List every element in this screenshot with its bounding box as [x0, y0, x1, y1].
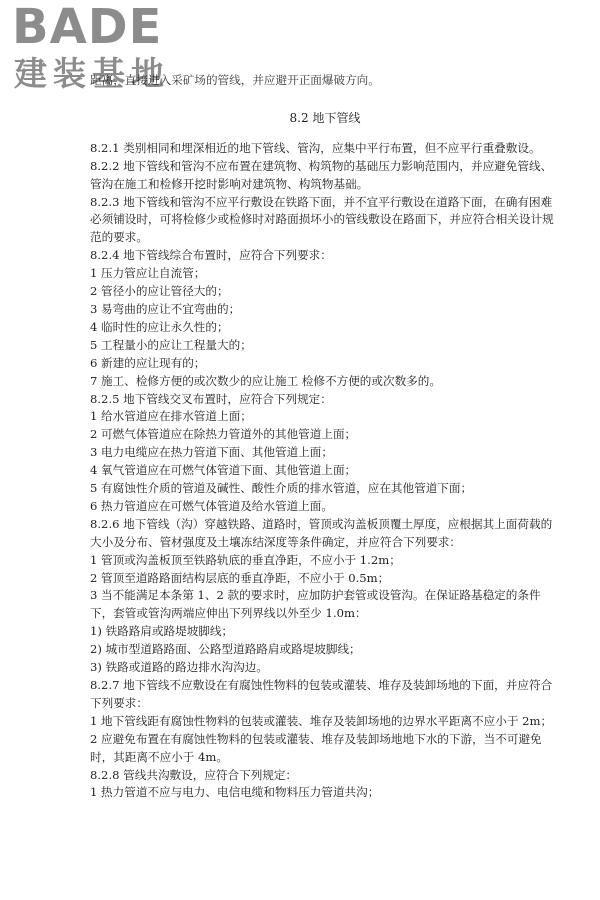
paragraph: 8.2.2 地下管线和管沟不应布置在建筑物、构筑物的基础压力影响范围内，并应避免管线、管沟在施工和检修开挖时影响对建筑物、构筑物基础。 — [90, 158, 553, 191]
paragraph: 1 热力管道不应与电力、电信电缆和物料压力管道共沟； — [90, 785, 380, 800]
paragraph: 8.2.3 地下管线和管沟不应平行敷设在铁路下面，并不宜平行敷设在道路下面，在确有困难必须铺设时，可将检修少或检修时对路面损坏小的管线敷设在路面下，并应符合相关设计规范的要求。 — [90, 194, 554, 245]
paragraph: 4 临时性的应让永久性的； — [90, 319, 229, 334]
paragraph: 2 应避免布置在有腐蚀性物料的包装或灌装、堆存及装卸场地地下水的下游，当不可避免时，其距离不应小于 4m。 — [90, 731, 542, 764]
paragraph: 8.2.8 管线共沟敷设，应符合下列规定： — [90, 767, 298, 782]
paragraph: 1 给水管道应在排水管道上面； — [90, 409, 252, 424]
paragraph: 2 可燃气体管道应在除热力管道外的其他管道上面； — [90, 427, 357, 442]
paragraph-list — [90, 140, 560, 803]
paragraph: 6 热力管道应在可燃气体管道及给水管道上面。 — [90, 498, 333, 513]
paragraph: 2 管顶至道路路面结构层底的垂直净距，不应小于 0.5m； — [90, 570, 390, 585]
paragraph: 3 当不能满足本条第 1、2 款的要求时，应加防护套管或设管沟。在保证路基稳定的条件下，套管或管沟两端应伸出下列界线以外至少 1.0m： — [90, 588, 541, 621]
document-page — [90, 72, 560, 802]
paragraph: 6 新建的应让现有的； — [90, 355, 206, 370]
paragraph: 5 有腐蚀性介质的管道及碱性、酸性介质的排水管道，应在其他管道下面； — [90, 481, 473, 496]
paragraph: 4 氧气管道应在可燃气体管道下面、其他管道上面； — [90, 463, 357, 478]
paragraph: 5 工程量小的应让工程量大的； — [90, 337, 252, 352]
paragraph: 1 压力管应让自流管； — [90, 266, 206, 281]
paragraph: 3 电力电缆应在热力管道下面、其他管道上面； — [90, 445, 333, 460]
paragraph: 8.2.5 地下管线交叉布置时，应符合下列规定： — [90, 391, 332, 406]
paragraph: 8.2.6 地下管线（沟）穿越铁路、道路时，管顶或沟盖板顶覆土厚度，应根据其上面荷载的大小及分布、管材强度及土壤冻结深度等条件确定，并应符合下列要求： — [90, 516, 553, 549]
paragraph: 8.2.4 地下管线综合布置时，应符合下列要求： — [90, 248, 332, 263]
paragraph: 2) 城市型道路路面、公路型道路路肩或路堤坡脚线； — [90, 642, 361, 657]
paragraph: 1 管顶或沟盖板顶至铁路轨底的垂直净距，不应小于 1.2m； — [90, 552, 401, 567]
paragraph: 8.2.1 类别相同和埋深相近的地下管线、管沟，应集中平行布置，但不应平行重叠敷设。 — [90, 140, 541, 155]
intro-line: 距离，直接进入采矿场的管线，并应避开正面爆破方向。 — [90, 73, 380, 87]
paragraph: 8.2.7 地下管线不应敷设在有腐蚀性物料的包装或灌装、堆存及装卸场地的下面，并应符合下列要求： — [90, 678, 553, 710]
logo-sub-text: 建装基地 — [14, 54, 170, 93]
paragraph: 7 施工、检修方便的或次数少的应让施工 检修不方便的或次数多的。 — [90, 373, 441, 388]
paragraph: 3) 铁路或道路的路边排水沟沟边。 — [90, 660, 268, 675]
logo-main-text: BADE — [12, 0, 163, 55]
paragraph: 1) 铁路路肩或路堤坡脚线； — [90, 624, 234, 639]
paragraph: 3 易弯曲的应让不宜弯曲的； — [90, 301, 241, 316]
section-title: 8.2 地下管线 — [289, 110, 361, 125]
paragraph: 1 地下管线距有腐蚀性物料的包装或灌装、堆存及装卸场地的边界水平距离不应小于 2m； — [90, 713, 553, 728]
paragraph: 2 管径小的应让管径大的； — [90, 284, 229, 299]
